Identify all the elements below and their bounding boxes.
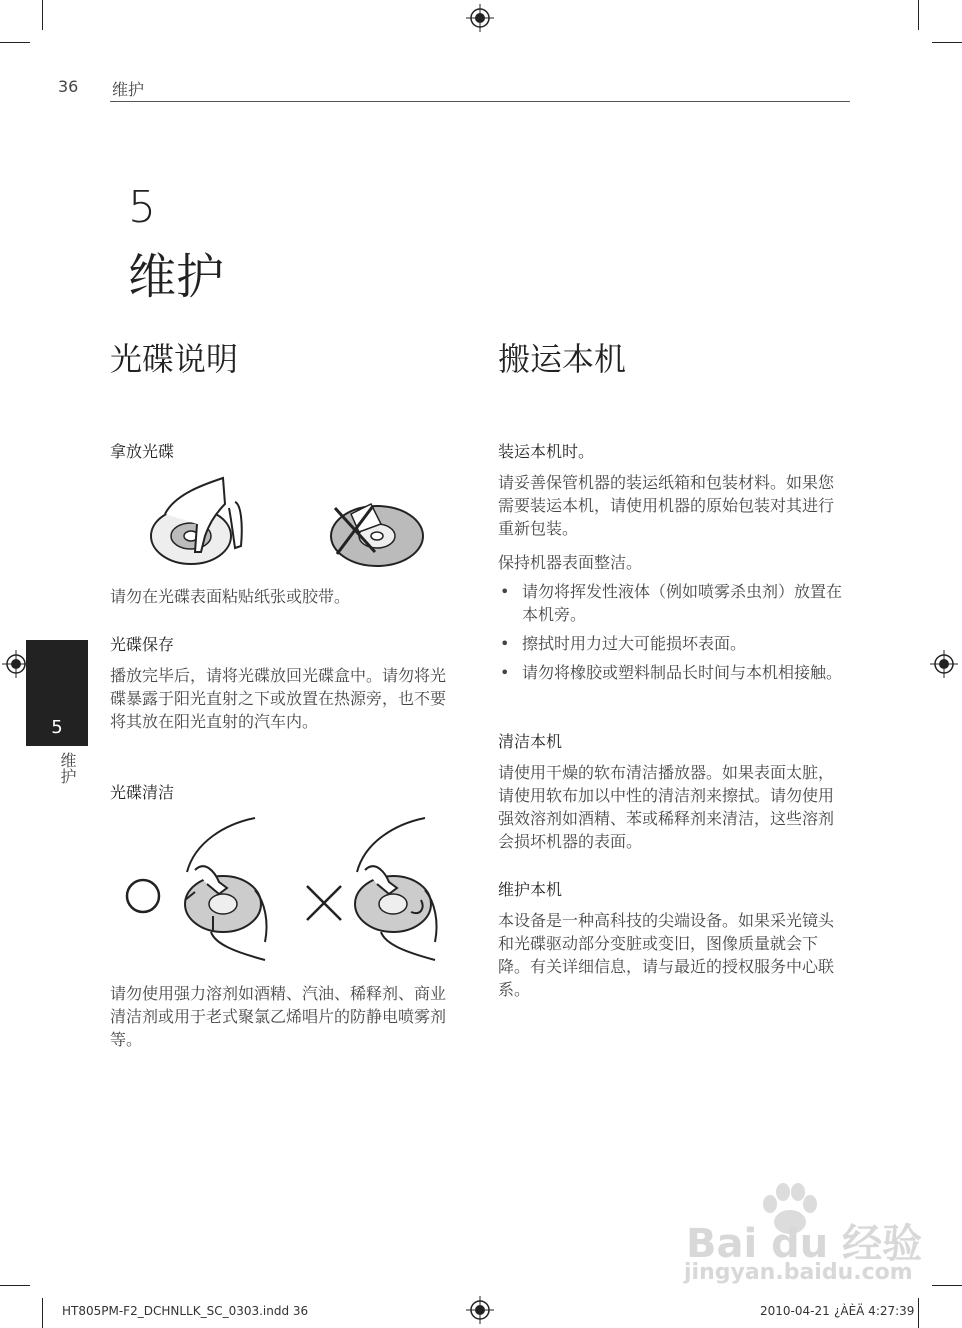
running-header: 维护 <box>112 80 145 99</box>
list-item: • 请勿将挥发性液体（例如喷雾杀虫剂）放置在本机旁。 <box>498 580 844 626</box>
footer-date: 2010-04-21 <box>760 1304 830 1318</box>
crop-mark <box>42 0 43 30</box>
section-title-disc: 光碟说明 <box>110 340 239 378</box>
chapter-number: 5 <box>128 182 156 233</box>
clean-surface-text: 保持机器表面整洁。 <box>498 553 643 572</box>
registration-mark-icon <box>930 650 958 678</box>
list-item: • 擦拭时用力过大可能损坏表面。 <box>498 632 844 655</box>
registration-mark-icon <box>466 1296 494 1324</box>
crop-mark <box>918 0 919 30</box>
subheading-clean-unit: 清洁本机 <box>498 732 563 751</box>
subheading-shipping: 装运本机时。 <box>498 442 595 461</box>
crop-mark <box>932 42 962 43</box>
crop-mark <box>0 1285 30 1286</box>
chapter-title: 维护 <box>128 249 225 305</box>
handling-text: 请勿在光碟表面粘贴纸张或胶带。 <box>110 587 351 606</box>
subheading-handling: 拿放光碟 <box>110 442 175 461</box>
footer-time: ¿ÀÈÄ 4:27:39 <box>834 1304 915 1318</box>
shipping-text: 请妥善保管机器的装运纸箱和包装材料。如果您需要装运本机，请使用机器的原始包装对其进行重新包装。 <box>498 473 835 538</box>
cleaning-text: 请勿使用强力溶剂如酒精、汽油、稀释剂、商业清洁剂或用于老式聚氯乙烯唱片的防静电喷雾剂等。 <box>110 984 447 1049</box>
disc-handling-illustration <box>145 474 435 570</box>
subheading-maintenance: 维护本机 <box>498 880 563 899</box>
page-number: 36 <box>58 77 79 96</box>
clean-unit-text: 请使用干燥的软布清洁播放器。如果表面太脏，请使用软布加以中性的清洁剂来擦拭。请勿使用强效溶剂如酒精、苯或稀释剂来清洁，这些溶剂会损坏机器的表面。 <box>498 763 835 851</box>
maintenance-text: 本设备是一种高科技的尖端设备。如果采光镜头和光碟驱动部分变脏或变旧，图像质量就会下降。有关详细信息，请与最近的授权服务中心联系。 <box>498 911 835 999</box>
crop-mark <box>0 42 30 43</box>
watermark-url: jingyan.baidu.com <box>684 1260 913 1285</box>
footer-file: HT805PM-F2_DCHNLLK_SC_0303.indd 36 <box>62 1304 309 1318</box>
disc-cleaning-illustration <box>115 812 450 964</box>
clean-surface-list <box>498 580 844 690</box>
registration-mark-icon <box>466 4 494 32</box>
list-item: • 请勿将橡胶或塑料制品长时间与本机相接触。 <box>498 661 844 684</box>
section-title-moving: 搬运本机 <box>498 340 627 378</box>
side-tab-number: 5 <box>51 717 63 738</box>
subheading-storage: 光碟保存 <box>110 635 175 654</box>
watermark-brand: Bai du 经验 <box>686 1221 923 1267</box>
crop-mark <box>932 1285 962 1286</box>
storage-text: 播放完毕后，请将光碟放回光碟盒中。请勿将光碟暴露于阳光直射之下或放置在热源旁，也不要将其放在阳光直射的汽车内。 <box>110 666 447 731</box>
subheading-cleaning: 光碟清洁 <box>110 783 175 802</box>
side-tab-label: 维护 <box>58 752 77 784</box>
chapter-side-tab <box>26 640 88 746</box>
crop-mark <box>42 1298 43 1328</box>
crop-mark <box>918 1298 919 1328</box>
header-rule <box>110 101 850 102</box>
